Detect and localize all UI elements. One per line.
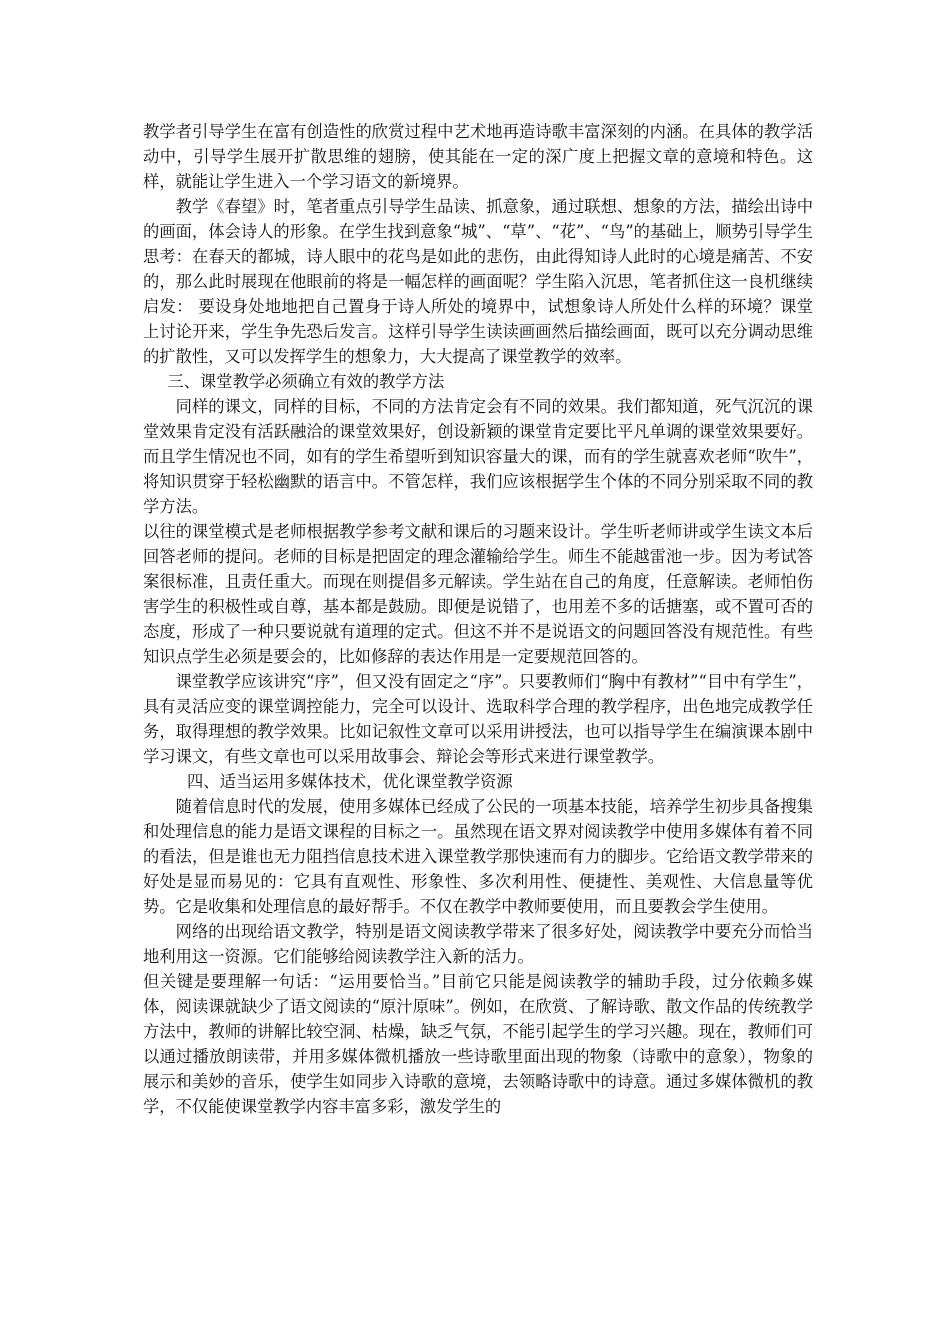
paragraph-network: 网络的出现给语文教学，特别是语文阅读教学带来了很多好处，阅读教学中要充分而恰当地利用这一资源。它们能够给阅读教学注入新的活力。 bbox=[143, 922, 813, 966]
body-text bbox=[143, 119, 813, 1119]
paragraph-teaching-methods: 同样的课文，同样的目标，不同的方法肯定会有不同的效果。我们都知道，死气沉沉的课堂效果肯定没有活跃融洽的课堂效果好，创设新颖的课堂肯定要比平凡单调的课堂效果要好。而且学生情况也不同，如有的学生希望听到知识容量大的课，而有的学生就喜欢老师“吹牛”，将知识贯穿于轻松幽默的语言中。不管怎样，我们应该根据学生个体的不同分别采取不同的教学方法。 bbox=[143, 397, 813, 516]
section-heading-3: 三、课堂教学必须确立有效的教学方法 bbox=[167, 372, 445, 391]
paragraph-continuation: 教学者引导学生在富有创造性的欣赏过程中艺术地再造诗歌丰富深刻的内涵。在具体的教学活动中，引导学生展开扩散思维的翅膀，使其能在一定的深广度上把握文章的意境和特色。这样，就能让学生进入一个学习语文的新境界。 bbox=[143, 122, 813, 191]
paragraph-appropriate-use: 但关键是要理解一句话：“运用要恰当。”目前它只能是阅读教学的辅助手段，过分依赖多媒体，阅读课就缺少了语文阅读的“原汁原味”。例如，在欣赏、了解诗歌、散文作品的传统教学方法中，教师的讲解比较空洞、枯燥，缺乏气氛，不能引起学生的学习兴趣。现在，教师们可以通过播放朗读带，并用多媒体微机播放一些诗歌里面出现的物象（诗歌中的意象），物象的展示和美妙的音乐，使学生如同步入诗歌的意境，去领略诗歌中的诗意。通过多媒体微机的教学，不仅能使课堂教学内容丰富多彩，激发学生的 bbox=[143, 972, 813, 1116]
paragraph-classroom-mode: 以往的课堂模式是老师根据教学参考文献和课后的习题来设计。学生听老师讲或学生读文本后回答老师的提问。老师的目标是把固定的理念灌输给学生。师生不能越雷池一步。因为考试答案很标准，且责任重大。而现在则提倡多元解读。学生站在自己的角度，任意解读。老师怕伤害学生的积极性或自尊，基本都是鼓励。即便是说错了，也用差不多的话搪塞，或不置可否的态度，形成了一种只要说就有道理的定式。但这不并不是说语文的问题回答没有规范性。有些知识点学生必须是要会的，比如修辞的表达作用是一定要规范回答的。 bbox=[143, 522, 813, 666]
paragraph-sequence: 课堂教学应该讲究“序”，但又没有固定之“序”。只要教师们“胸中有教材”“目中有学生”，具有灵活应变的课堂调控能力，完全可以设计、选取科学合理的教学程序，出色地完成教学任务，取得理想的教学效果。比如记叙性文章可以采用讲授法，也可以指导学生在编演课本剧中学习课文，有些文章也可以采用故事会、辩论会等形式来进行课堂教学。 bbox=[143, 672, 813, 766]
paragraph-chunwang-example: 教学《春望》时，笔者重点引导学生品读、抓意象，通过联想、想象的方法，描绘出诗中的画面，体会诗人的形象。在学生找到意象“城”、“草”、“花”、“鸟”的基础上，顺势引导学生思考：在春天的都城，诗人眼中的花鸟是如此的悲伤，由此得知诗人此时的心境是痛苦、不安的，那么此时展现在他眼前的将是一幅怎样的画面呢？学生陷入沉思，笔者抓住这一良机继续启发： 要设身处地地把自己置身于诗人所处的境界中，试想象诗人所处什么样的环境？课堂上讨论开来，学生争先恐后发言。这样引导学生读读画画然后描绘画面，既可以充分调动思维的扩散性，又可以发挥学生的想象力，大大提高了课堂教学的效率。 bbox=[143, 197, 813, 366]
paragraph-multimedia: 随着信息时代的发展，使用多媒体已经成了公民的一项基本技能，培养学生初步具备搜集和处理信息的能力是语文课程的目标之一。虽然现在语文界对阅读教学中使用多媒体有着不同的看法，但是谁也无力阻挡信息技术进入课堂教学那快速而有力的脚步。它给语文教学带来的好处是显而易见的：它具有直观性、形象性、多次利用性、便捷性、美观性、大信息量等优势。它是收集和处理信息的最好帮手。不仅在教学中教师要使用，而且要教会学生使用。 bbox=[143, 797, 813, 916]
section-heading-4: 四、适当运用多媒体技术，优化课堂教学资源 bbox=[187, 772, 513, 791]
